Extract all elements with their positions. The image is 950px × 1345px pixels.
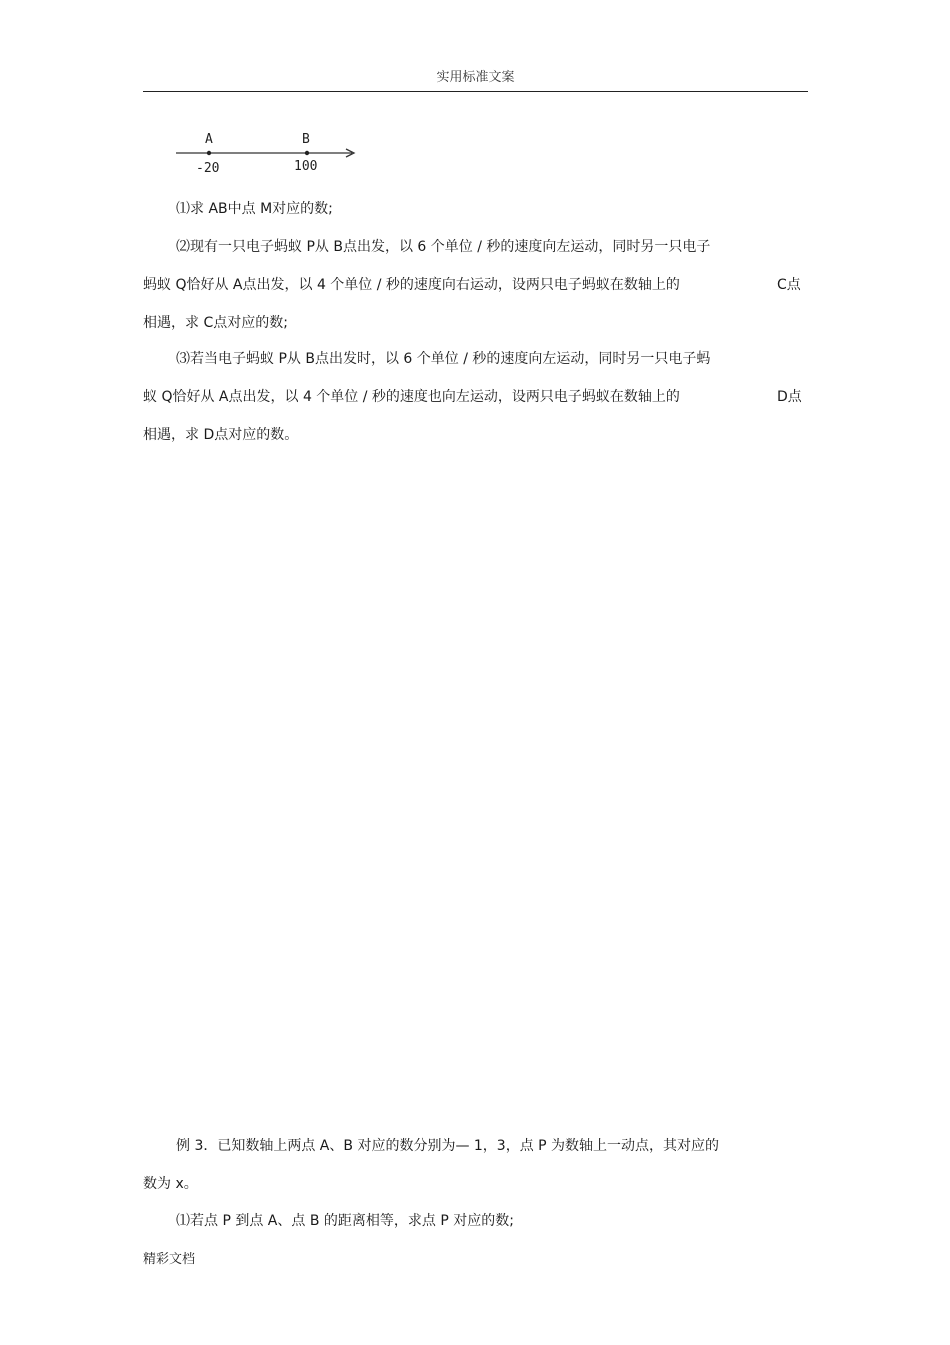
point-b-dot: [305, 151, 309, 155]
point-b-label: B: [302, 132, 310, 147]
question-3-line-2-end: D点: [777, 389, 802, 405]
example-3-line-1: 例 3．已知数轴上两点 A、B 对应的数分别为— 1，3，点 P 为数轴上一动点，其对应的: [176, 1138, 720, 1154]
number-line-figure: [170, 126, 370, 178]
example-3-question-1: ⑴若点 P 到点 A、点 B 的距离相等，求点 P 对应的数;: [176, 1213, 514, 1229]
header-divider: [143, 91, 808, 92]
question-2-line-3: 相遇，求 C点对应的数;: [143, 315, 288, 331]
question-1: ⑴求 AB中点 M对应的数;: [176, 201, 333, 217]
point-a-dot: [207, 151, 211, 155]
point-a-label: A: [205, 132, 213, 147]
question-2-line-2: 蚂蚁 Q恰好从 A点出发，以 4 个单位 / 秒的速度向右运动，设两只电子蚂蚁在数轴上的: [143, 277, 680, 293]
point-a-value: -20: [196, 161, 220, 176]
question-3-line-3: 相遇，求 D点对应的数。: [143, 427, 299, 443]
point-b-value: 100: [294, 159, 318, 174]
question-2-line-1: ⑵现有一只电子蚂蚁 P从 B点出发，以 6 个单位 / 秒的速度向左运动，同时另一只电子: [176, 239, 711, 255]
question-2-line-2-end: C点: [777, 277, 801, 293]
example-3-line-2: 数为 x。: [143, 1176, 198, 1192]
question-3-line-1: ⑶若当电子蚂蚁 P从 B点出发时，以 6 个单位 / 秒的速度向左运动，同时另一只电子蚂: [176, 351, 711, 367]
page-header: 实用标准文案: [436, 70, 515, 85]
question-3-line-2: 蚁 Q恰好从 A点出发，以 4 个单位 / 秒的速度也向左运动，设两只电子蚂蚁在数轴上的: [143, 389, 680, 405]
page-footer: 精彩文档: [143, 1252, 196, 1267]
